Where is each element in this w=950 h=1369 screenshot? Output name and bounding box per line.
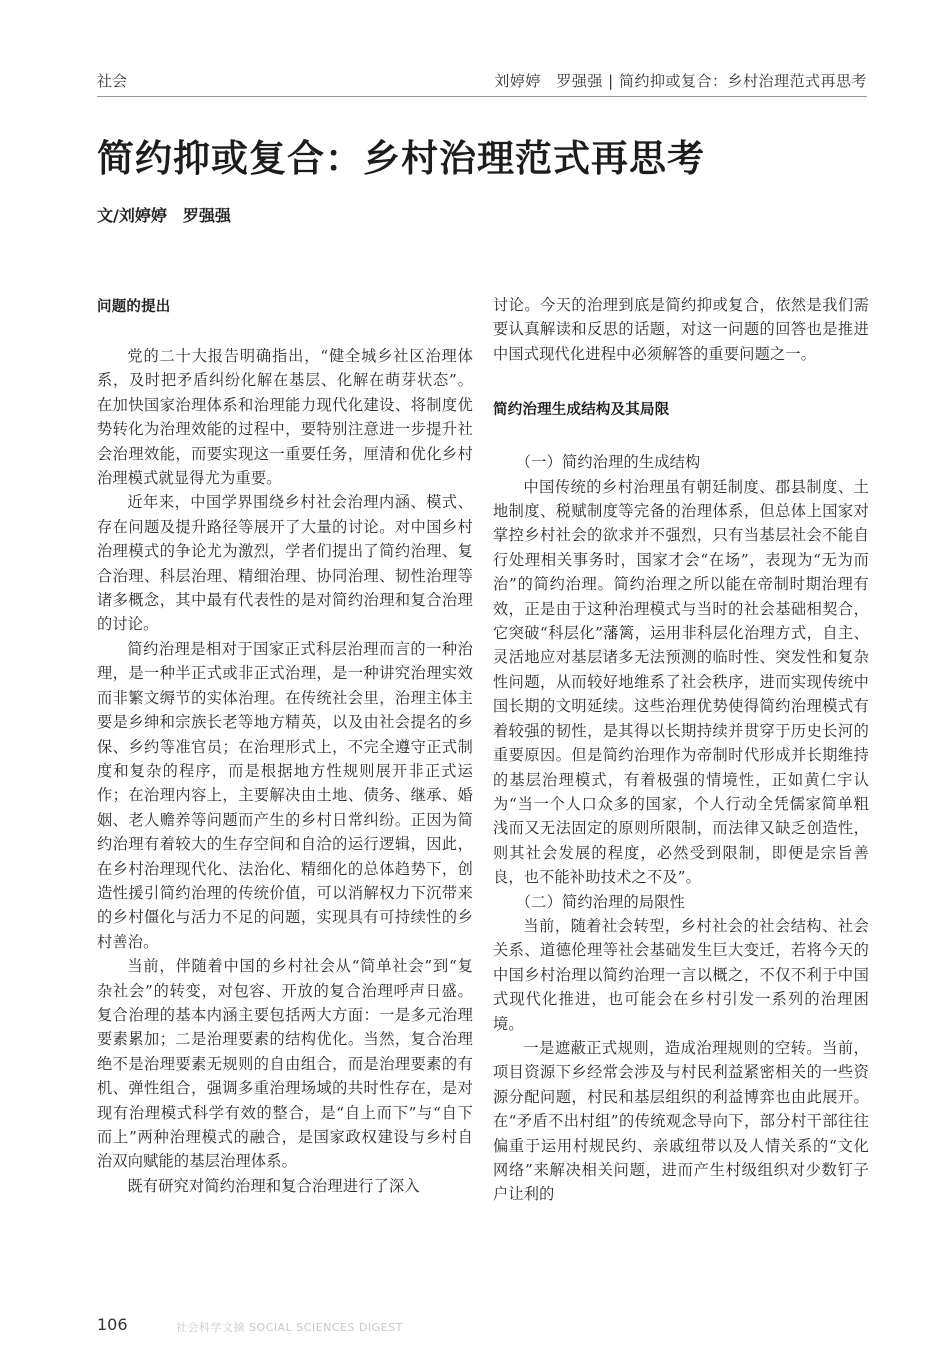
subheading-limitations: （二）简约治理的局限性 [515,892,686,911]
paragraph-continuation: 讨论。今天的治理到底是简约抑或复合，依然是我们需要认真解读和反思的话题，对这一问题的回答也是推进中国式现代化进程中必须解答的重要问题之一。 [493,296,869,363]
paragraph: 党的二十大报告明确指出，“健全城乡社区治理体系，及时把矛盾纠纷化解在基层、化解在萌芽状态”。在加快国家治理体系和治理能力现代化建设、将制度优势转化为治理效能的过程中，要特别注意进一步提升社会治理效能，而要实现这一重要任务，厘清和优化乡村治理模式就显得尤为重要。 [97,347,473,488]
page-number: 106 [97,1315,128,1334]
paragraph: 既有研究对简约治理和复合治理进行了深入 [127,1176,420,1195]
section-heading-simple-governance: 简约治理生成结构及其局限 [493,402,670,419]
paragraph: 简约治理是相对于国家正式科层治理而言的一种治理，是一种半正式或非正式治理，是一种讲究治理实效而非繁文缛节的实体治理。在传统社会里，治理主体主要是乡绅和宗族长老等地方精英，以及由社会提名的乡保、乡约等准官员；在治理形式上，不完全遵守正式制度和复杂的程序，而是根据地方性规则展开非正式运作；在治理内容上，主要解决由土地、债务、继承、婚姻、老人赡养等问题而产生的乡村日常纠纷。正因为简约治理有着较大的生存空间和自洽的运行逻辑，因此，在乡村治理现代化、法治化、精细化的总体趋势下，创造性援引简约治理的传统价值，可以消解权力下沉带来的乡村僵化与活力不足的问题，实现具有可持续性的乡村善治。 [97,639,473,951]
byline: 文/刘婷婷 罗强强 [97,206,231,225]
paragraph: 当前，伴随着中国的乡村社会从“简单社会”到“复杂社会”的转变，对包容、开放的复合治理呼声日盛。复合治理的基本内涵主要包括两大方面：一是多元治理要素累加；二是治理要素的结构优化。当然，复合治理绝不是治理要素无规则的自由组合，而是治理要素的有机、弹性组合，强调多重治理场域的共时性存在，是对现有治理模式科学有效的整合，是“自上而下”与“自下而上”两种治理模式的融合，是国家政权建设与乡村自治双向赋能的基层治理体系。 [97,957,473,1171]
left-column [97,293,473,1198]
section-heading-intro: 问题的提出 [97,299,171,315]
paragraph: 中国传统的乡村治理虽有朝廷制度、郡县制度、土地制度、税赋制度等完备的治理体系，但总体上国家对掌控乡村社会的欲求并不强烈，只有当基层社会不能自行处理相关事务时，国家才会“在场”，表现为“无为而治”的简约治理。简约治理之所以能在帝制时期治理有效，正是由于这种治理模式与当时的社会基础相契合，它突破“科层化”藩篱，运用非科层化治理方式，自主、灵活地应对基层诸多无法预测的临时性、突发性和复杂性问题，从而较好地维系了社会秩序，进而实现传统中国长期的文明延续。这些治理优势使得简约治理模式有着较强的韧性，是其得以长期持续并贯穿于历史长河的重要原因。但是简约治理作为帝制时代形成并长期维持的基层治理模式，有着极强的情境性，正如黄仁宇认为“当一个人口众多的国家，个人行动全凭儒家简单粗浅而又无法固定的原则所限制，而法律又缺乏创造性，则其社会发展的程度，必然受到限制，即便是宗旨善良，也不能补助技术之不及”。 [493,477,869,887]
right-column [493,293,869,1207]
running-header [97,62,867,97]
section-label: 社会 [97,72,128,90]
magazine-name: 社会科学文摘 SOCIAL SCIENCES DIGEST [176,1321,403,1334]
running-title: 刘婷婷 罗强强 | 简约抑或复合：乡村治理范式再思考 [494,72,867,90]
paragraph: 一是遮蔽正式规则，造成治理规则的空转。当前，项目资源下乡经常会涉及与村民利益紧密相关的一些资源分配问题，村民和基层组织的利益博弈也由此展开。在“矛盾不出村组”的传统观念导向下，部分村干部往往偏重于运用村规民约、亲戚纽带以及人情关系的“文化网络”来解决相关问题，进而产生村级组织对少数钉子户让利的 [493,1038,869,1204]
subheading-structure: （一）简约治理的生成结构 [515,453,701,472]
article-title: 简约抑或复合：乡村治理范式再思考 [97,136,705,180]
paragraph: 近年来，中国学界围绕乡村社会治理内涵、模式、存在问题及提升路径等展开了大量的讨论。对中国乡村治理模式的争论尤为激烈，学者们提出了简约治理、复合治理、科层治理、精细治理、协同治理、韧性治理等诸多概念，其中最有代表性的是对简约治理和复合治理的讨论。 [97,493,473,634]
paragraph: 当前，随着社会转型，乡村社会的社会结构、社会关系、道德伦理等社会基础发生巨大变迁，若将今天的中国乡村治理以简约治理一言以概之，不仅不利于中国式现代化推进，也可能会在乡村引发一系列的治理困境。 [493,916,869,1033]
